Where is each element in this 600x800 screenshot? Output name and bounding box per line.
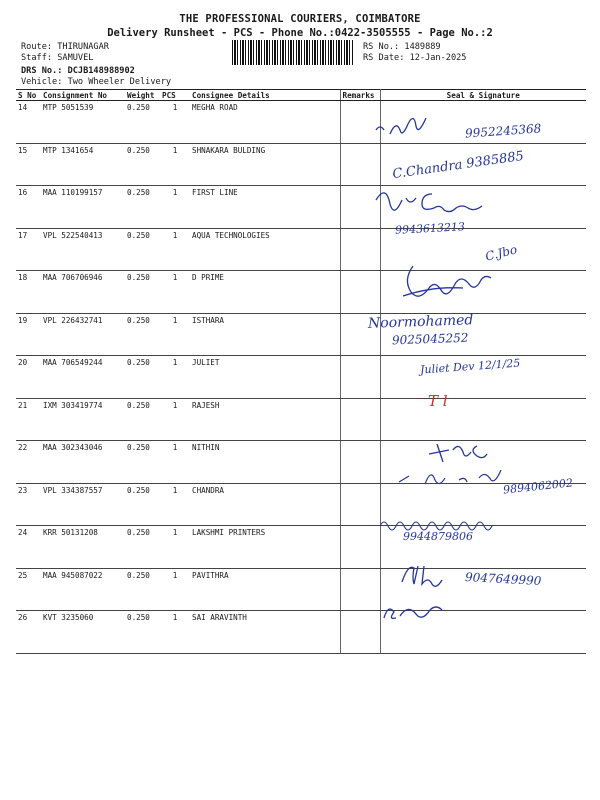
- cell-sno: 15: [16, 143, 41, 186]
- signature-phone-25: 9047649990: [464, 570, 542, 588]
- cell-sno: 19: [16, 313, 41, 356]
- signature-15: C.Chandra 9385885: [391, 148, 525, 183]
- cell-sno: 18: [16, 271, 41, 314]
- cell-consignment: IXM 303419774: [41, 398, 125, 441]
- cell-sno: 20: [16, 356, 41, 399]
- signature-scribble-25: [398, 558, 458, 588]
- table-row: [16, 313, 586, 356]
- staff-label: Staff: SAMUVEL: [21, 53, 94, 63]
- cell-consignee: NITHIN: [190, 441, 340, 484]
- cell-pcs: 1: [160, 568, 190, 611]
- cell-pcs: 1: [160, 441, 190, 484]
- cell-consignment: MAA 302343046: [41, 441, 125, 484]
- cell-weight: 0.250: [125, 101, 160, 144]
- signature-scribble-16: [372, 180, 512, 216]
- rs-number: RS No.: 1489889: [363, 42, 441, 52]
- company-title: THE PROFESSIONAL COURIERS, COIMBATORE: [179, 13, 421, 25]
- cell-remarks: [340, 526, 380, 569]
- signature-phone-23: 9894062002: [502, 476, 574, 497]
- cell-pcs: 1: [160, 356, 190, 399]
- table-header-row: [16, 90, 586, 101]
- cell-sno: 22: [16, 441, 41, 484]
- cell-sno: 23: [16, 483, 41, 526]
- cell-sno: 24: [16, 526, 41, 569]
- header-pcs: PCS: [160, 90, 190, 101]
- cell-pcs: 1: [160, 398, 190, 441]
- cell-weight: 0.250: [125, 568, 160, 611]
- cell-consignee: RAJESH: [190, 398, 340, 441]
- signature-phone-17: 9943613213: [394, 220, 466, 237]
- cell-weight: 0.250: [125, 356, 160, 399]
- table-row: [16, 398, 586, 441]
- signature-19: Noormohamed: [367, 312, 474, 332]
- cell-sno: 25: [16, 568, 41, 611]
- cell-weight: 0.250: [125, 186, 160, 229]
- cell-consignee: MEGHA ROAD: [190, 101, 340, 144]
- cell-consignment: MAA 706549244: [41, 356, 125, 399]
- cell-consignment: MAA 945087022: [41, 568, 125, 611]
- cell-consignee: JULIET: [190, 356, 340, 399]
- vehicle-label: Vehicle: Two Wheeler Delivery: [21, 77, 172, 87]
- cell-consignment: KRR 50131208: [41, 526, 125, 569]
- barcode-image: [232, 40, 354, 65]
- runsheet-table: [16, 89, 586, 654]
- cell-remarks: [340, 611, 380, 654]
- cell-pcs: 1: [160, 611, 190, 654]
- cell-consignment: VPL 334387557: [41, 483, 125, 526]
- header-remarks: Remarks: [340, 90, 380, 101]
- cell-sno: 14: [16, 101, 41, 144]
- cell-pcs: 1: [160, 186, 190, 229]
- cell-consignee: FIRST LINE: [190, 186, 340, 229]
- cell-consignee: SAI ARAVINTH: [190, 611, 340, 654]
- cell-pcs: 1: [160, 526, 190, 569]
- signature-20: Juliet Dev 12/1/25: [419, 356, 521, 377]
- drs-label: DRS No.: DCJB148988902: [21, 66, 135, 76]
- header-sno: S No: [16, 90, 41, 101]
- cell-consignment: MAA 110199157: [41, 186, 125, 229]
- signature-17: C.Jbo: [483, 242, 519, 264]
- rs-date: RS Date: 12-Jan-2025: [363, 53, 467, 63]
- cell-weight: 0.250: [125, 271, 160, 314]
- cell-sno: 16: [16, 186, 41, 229]
- cell-consignment: MAA 706706946: [41, 271, 125, 314]
- cell-remarks: [340, 356, 380, 399]
- header-weight: Weight: [125, 90, 160, 101]
- cell-pcs: 1: [160, 228, 190, 271]
- signature-phone-19: 9025045252: [391, 330, 469, 348]
- runsheet-subtitle: Delivery Runsheet - PCS - Phone No.:0422-3505555 - Page No.:2: [107, 27, 493, 39]
- red-ink-mark: T l: [428, 392, 448, 410]
- cell-remarks: [340, 228, 380, 271]
- cell-weight: 0.250: [125, 483, 160, 526]
- signature-scribble-14: [372, 112, 472, 142]
- cell-remarks: [340, 483, 380, 526]
- signature-scribble-18: [395, 262, 515, 306]
- header-consignment: Consignment No: [41, 90, 125, 101]
- cell-consignee: AQUA TECHNOLOGIES: [190, 228, 340, 271]
- cell-remarks: [340, 271, 380, 314]
- cell-consignment: MTP 1341654: [41, 143, 125, 186]
- cell-sno: 17: [16, 228, 41, 271]
- cell-pcs: 1: [160, 101, 190, 144]
- cell-consignee: SHNAKARA BULDING: [190, 143, 340, 186]
- cell-weight: 0.250: [125, 228, 160, 271]
- signature-phone-14: 9952245368: [464, 121, 542, 141]
- route-label: Route: THIRUNAGAR: [21, 42, 109, 52]
- cell-pcs: 1: [160, 143, 190, 186]
- cell-consignment: VPL 226432741: [41, 313, 125, 356]
- cell-weight: 0.250: [125, 611, 160, 654]
- cell-consignment: MTP 5051539: [41, 101, 125, 144]
- cell-remarks: [340, 568, 380, 611]
- signature-scribble-26: [378, 598, 448, 624]
- cell-remarks: [340, 398, 380, 441]
- cell-pcs: 1: [160, 483, 190, 526]
- cell-signature: [380, 398, 586, 441]
- cell-weight: 0.250: [125, 526, 160, 569]
- cell-sno: 21: [16, 398, 41, 441]
- cell-weight: 0.250: [125, 441, 160, 484]
- cell-pcs: 1: [160, 313, 190, 356]
- table-row: [16, 611, 586, 654]
- cell-consignee: ISTHARA: [190, 313, 340, 356]
- cell-pcs: 1: [160, 271, 190, 314]
- cell-sno: 26: [16, 611, 41, 654]
- header-signature: Seal & Signature: [380, 90, 586, 101]
- cell-consignment: KVT 3235060: [41, 611, 125, 654]
- signature-phone-24: 9944879806: [403, 530, 473, 543]
- header-consignee: Consignee Details: [190, 90, 340, 101]
- cell-remarks: [340, 441, 380, 484]
- signature-scribble-23: [395, 462, 505, 492]
- cell-weight: 0.250: [125, 398, 160, 441]
- cell-consignee: PAVITHRA: [190, 568, 340, 611]
- cell-consignee: LAKSHMI PRINTERS: [190, 526, 340, 569]
- cell-consignee: CHANDRA: [190, 483, 340, 526]
- cell-weight: 0.250: [125, 313, 160, 356]
- cell-consignee: D PRIME: [190, 271, 340, 314]
- cell-weight: 0.250: [125, 143, 160, 186]
- cell-consignment: VPL 522540413: [41, 228, 125, 271]
